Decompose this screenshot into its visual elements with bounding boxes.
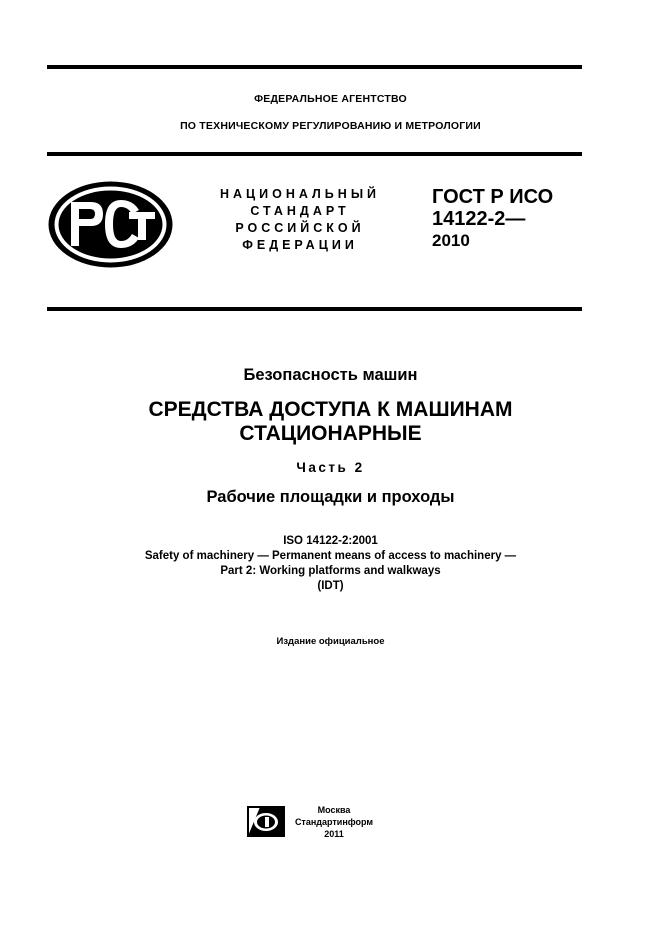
designation-line-2: 14122-2— bbox=[432, 208, 526, 230]
publisher-city: Москва bbox=[317, 805, 351, 815]
part-number: Часть 2 bbox=[296, 460, 365, 475]
main-title-line-1: СРЕДСТВА ДОСТУПА К МАШИНАМ bbox=[148, 398, 513, 421]
standard-main-title bbox=[0, 398, 661, 446]
agency-name-line-1: ФЕДЕРАЛЬНОЕ АГЕНТСТВО bbox=[254, 93, 407, 105]
publication-year: 2011 bbox=[324, 829, 344, 839]
standard-designation bbox=[432, 186, 553, 252]
publisher-name: Стандартинформ bbox=[294, 817, 374, 827]
part-title: Рабочие площадки и проходы bbox=[206, 488, 455, 506]
standartinform-logo-icon bbox=[247, 806, 285, 837]
gost-r-logo-icon bbox=[47, 180, 174, 269]
standard-line: СТАНДАРТ bbox=[250, 204, 350, 218]
main-title-line-2: СТАЦИОНАРНЫЕ bbox=[239, 422, 422, 445]
iso-title-line-1: Safety of machinery — Permanent means of access to machinery — bbox=[144, 550, 517, 562]
edition-label: Издание официальное bbox=[276, 636, 385, 647]
top-rule bbox=[47, 65, 582, 69]
title-block-rule bbox=[47, 307, 582, 311]
designation-line-1: ГОСТ Р ИСО bbox=[432, 186, 554, 208]
standard-category: Безопасность машин bbox=[243, 366, 418, 384]
national-line: НАЦИОНАЛЬНЫЙ bbox=[219, 187, 381, 201]
iso-equivalence: (IDT) bbox=[317, 580, 344, 592]
iso-title-line-2: Part 2: Working platforms and walkways bbox=[220, 565, 441, 577]
national-standard-label bbox=[200, 186, 400, 254]
iso-number: ISO 14122-2:2001 bbox=[283, 535, 378, 547]
russian-line: РОССИЙСКОЙ bbox=[235, 221, 365, 235]
header-rule bbox=[47, 152, 582, 156]
federation-line: ФЕДЕРАЦИИ bbox=[242, 238, 358, 252]
publisher-info bbox=[290, 804, 378, 840]
designation-year: 2010 bbox=[432, 231, 470, 250]
agency-name-line-2: ПО ТЕХНИЧЕСКОМУ РЕГУЛИРОВАНИЮ И МЕТРОЛОГИИ bbox=[180, 120, 481, 132]
iso-reference bbox=[0, 534, 661, 594]
